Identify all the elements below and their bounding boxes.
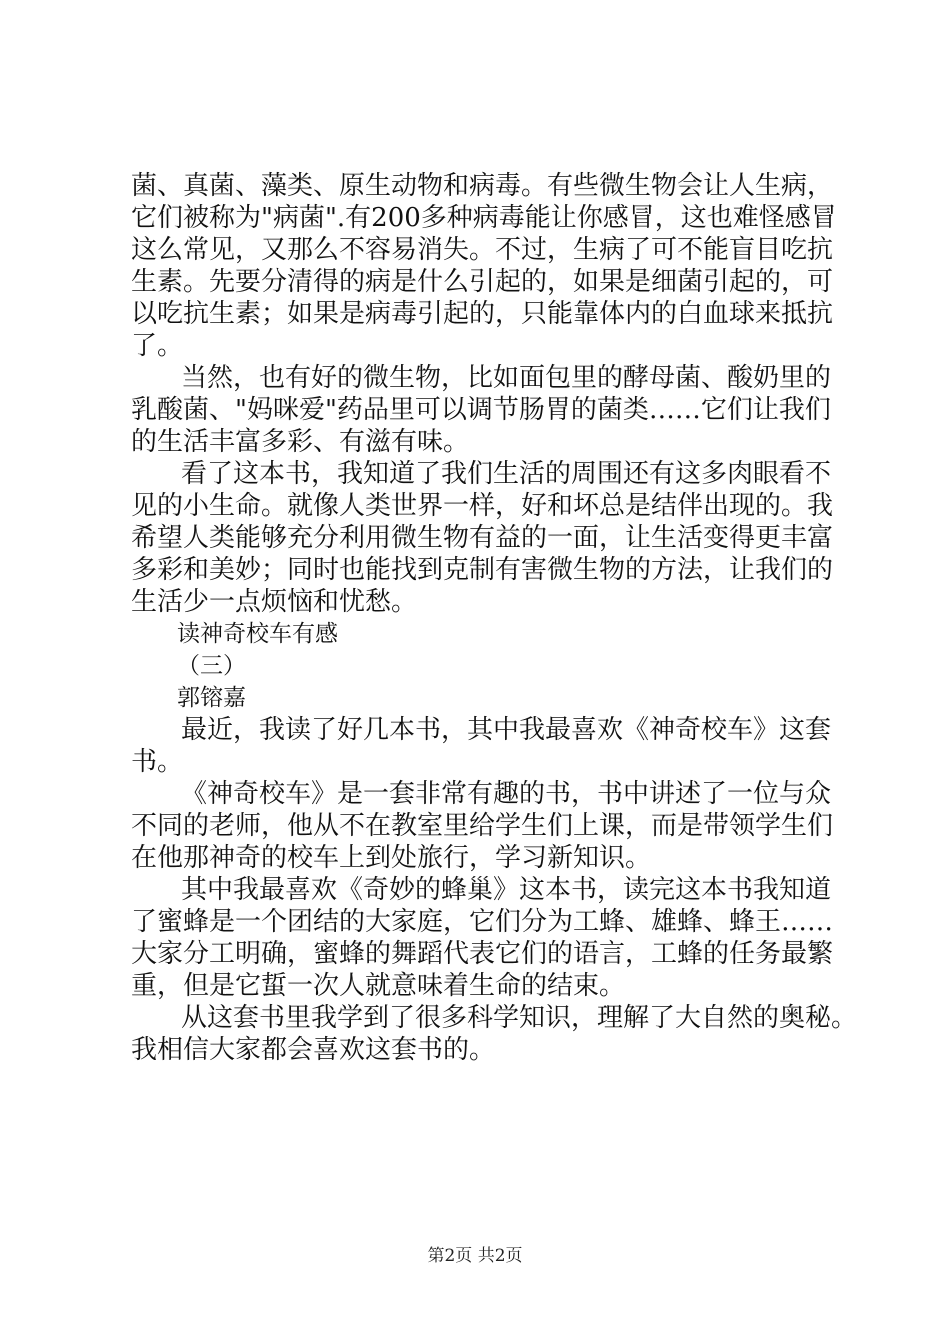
paragraph-start-line: 从这套书里我学到了很多科学知识，理解了大自然的奥秘。	[181, 1003, 858, 1033]
text-line: 见的小生命。就像人类世界一样，好和坏总是结伴出现的。我	[131, 491, 834, 521]
text-line: 书。	[131, 747, 184, 777]
text-line: 在他那神奇的校车上到处旅行，学习新知识。	[131, 843, 652, 873]
page-footer	[0, 1244, 950, 1268]
article-subtitle: （三）	[177, 653, 246, 679]
page-number-label: 第2页 共2页	[427, 1246, 523, 1266]
text-line: 重，但是它蜇一次人就意味着生命的结束。	[131, 971, 626, 1001]
article-author: 郭镕嘉	[177, 685, 246, 711]
text-line: 生素。先要分清得的病是什么引起的，如果是细菌引起的，可	[131, 267, 834, 297]
paragraph-start-line: 《神奇校车》是一套非常有趣的书，书中讲述了一位与众	[181, 779, 832, 809]
text-line: 它们被称为"病菌".有200多种病毒能让你感冒，这也难怪感冒	[131, 203, 837, 233]
text-line: 以吃抗生素；如果是病毒引起的，只能靠体内的白血球来抵抗	[131, 299, 834, 329]
text-line: 了蜜蜂是一个团结的大家庭，它们分为工蜂、雄蜂、蜂王……	[131, 907, 834, 937]
text-line: 大家分工明确，蜜蜂的舞蹈代表它们的语言，工蜂的任务最繁	[131, 939, 834, 969]
paragraph-start-line: 最近，我读了好几本书，其中我最喜欢《神奇校车》这套	[181, 715, 832, 745]
text-line: 菌、真菌、藻类、原生动物和病毒。有些微生物会让人生病，	[131, 171, 834, 201]
text-line: 乳酸菌、"妈咪爱"药品里可以调节肠胃的菌类……它们让我们	[131, 395, 831, 425]
text-line: 多彩和美妙；同时也能找到克制有害微生物的方法，让我们的	[131, 555, 834, 585]
text-line: 生活少一点烦恼和忧愁。	[131, 587, 418, 617]
text-line: 我相信大家都会喜欢这套书的。	[131, 1035, 496, 1065]
article-title: 读神奇校车有感	[177, 621, 338, 647]
paragraph-start-line: 其中我最喜欢《奇妙的蜂巢》这本书，读完这本书我知道	[181, 875, 832, 905]
document-body	[131, 170, 858, 1066]
paragraph-start-line: 当然，也有好的微生物，比如面包里的酵母菌、酸奶里的	[181, 363, 832, 393]
text-line: 希望人类能够充分利用微生物有益的一面，让生活变得更丰富	[131, 523, 834, 553]
text-line: 不同的老师，他从不在教室里给学生们上课，而是带领学生们	[131, 811, 834, 841]
text-line: 了。	[131, 331, 184, 361]
paragraph-start-line: 看了这本书，我知道了我们生活的周围还有这多肉眼看不	[181, 459, 832, 489]
text-line: 的生活丰富多彩、有滋有味。	[131, 427, 470, 457]
text-line: 这么常见，又那么不容易消失。不过，生病了可不能盲目吃抗	[131, 235, 834, 265]
